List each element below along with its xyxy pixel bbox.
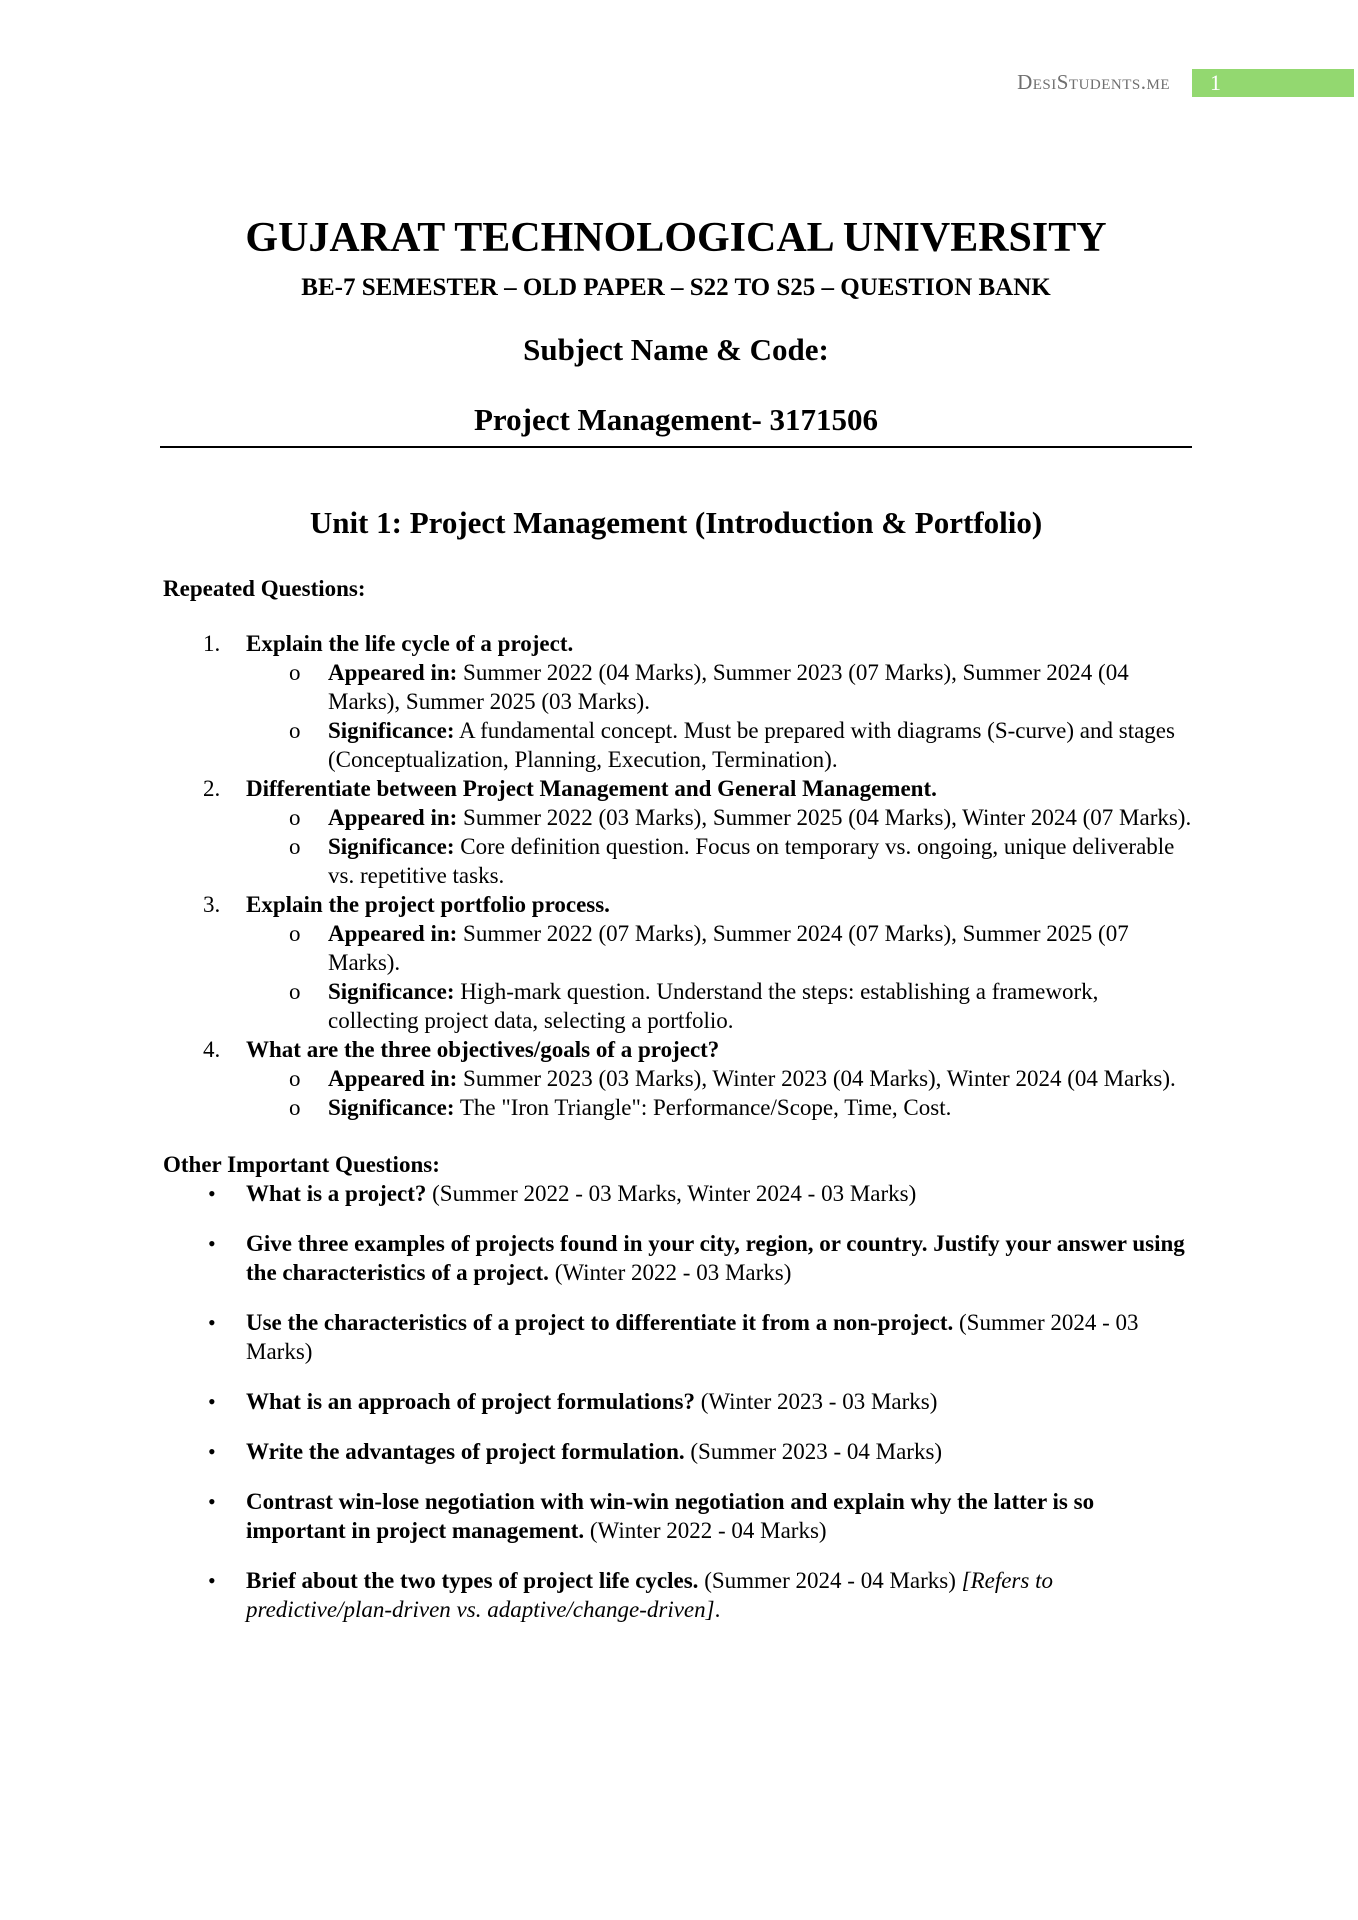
- appeared-in-label: Appeared in:: [328, 921, 458, 946]
- significance-label: Significance:: [328, 1095, 455, 1120]
- other-question-text: What is an approach of project formulations?: [246, 1389, 695, 1414]
- other-question-detail: (Summer 2024 - 03 Marks): [246, 1310, 1139, 1364]
- bullet-icon: •: [208, 1489, 216, 1514]
- other-question-note: [Refers to predictive/plan-driven vs. adaptive/change-driven]: [246, 1568, 1053, 1622]
- sub-bullet-icon: o: [289, 1095, 301, 1120]
- question-text: Explain the life cycle of a project.: [246, 631, 574, 656]
- sub-bullet-icon: o: [289, 1066, 301, 1091]
- question-number: 3.: [203, 892, 221, 917]
- repeated-questions-title: Repeated Questions:: [163, 576, 366, 601]
- repeated-question-item: [163, 890, 1193, 1035]
- significance-entry: [246, 832, 1193, 890]
- significance-text: High-mark question. Understand the steps: establishing a framework, collecting project data, selecting a portfolio.: [328, 979, 1099, 1033]
- other-question-text: Give three examples of projects found in your city, region, or country. Justify your answer using the characteristics of a project.: [246, 1231, 1185, 1285]
- other-question-detail: (Summer 2024 - 04 Marks): [698, 1568, 962, 1593]
- significance-entry: [246, 977, 1193, 1035]
- other-question-item: [163, 1566, 1193, 1624]
- question-details: [246, 803, 1193, 890]
- significance-label: Significance:: [328, 979, 455, 1004]
- question-content: [163, 574, 1193, 1645]
- other-question-item: [163, 1387, 1193, 1416]
- question-text: Explain the project portfolio process.: [246, 892, 610, 917]
- significance-text: The "Iron Triangle": Performance/Scope, Time, Cost.: [459, 1095, 952, 1120]
- other-question-text: Brief about the two types of project life cycles.: [246, 1568, 699, 1593]
- repeated-question-item: [163, 629, 1193, 774]
- question-details: [246, 658, 1193, 774]
- significance-entry: [246, 1093, 1193, 1122]
- sub-bullet-icon: o: [289, 979, 301, 1004]
- document-subtitle: BE-7 SEMESTER – OLD PAPER – S22 TO S25 – QUESTION BANK: [301, 274, 1051, 301]
- repeated-question-list: [163, 629, 1193, 1122]
- question-number: 2.: [203, 776, 221, 801]
- page-number-badge: 1: [1192, 69, 1354, 97]
- significance-text: A fundamental concept. Must be prepared with diagrams (S-curve) and stages (Conceptualization, Planning, Execution, Termination).: [328, 718, 1175, 772]
- significance-label: Significance:: [328, 718, 455, 743]
- appeared-in-entry: [246, 919, 1193, 977]
- other-question-detail: (Winter 2022 - 03 Marks): [548, 1260, 792, 1285]
- sub-bullet-icon: o: [289, 805, 301, 830]
- appeared-in-text: Summer 2022 (03 Marks), Summer 2025 (04 Marks), Winter 2024 (07 Marks).: [463, 805, 1192, 830]
- university-title: GUJARAT TECHNOLOGICAL UNIVERSITY: [245, 215, 1107, 261]
- other-question-item: [163, 1179, 1193, 1208]
- question-number: 1.: [203, 631, 221, 656]
- other-question-text: Use the characteristics of a project to differentiate it from a non-project.: [246, 1310, 954, 1335]
- bullet-icon: •: [208, 1231, 216, 1256]
- other-questions-title: Other Important Questions:: [163, 1152, 440, 1177]
- appeared-in-label: Appeared in:: [328, 805, 458, 830]
- other-question-text: What is a project?: [246, 1181, 427, 1206]
- subject-label: Subject Name & Code:: [523, 332, 829, 367]
- appeared-in-entry: [246, 658, 1193, 716]
- title-block: [160, 210, 1192, 438]
- bullet-icon: •: [208, 1310, 216, 1335]
- repeated-question-item: [163, 1035, 1193, 1122]
- repeated-question-item: [163, 774, 1193, 890]
- bullet-icon: •: [208, 1389, 216, 1414]
- other-question-item: [163, 1308, 1193, 1366]
- other-question-item: [163, 1229, 1193, 1287]
- sub-bullet-icon: o: [289, 660, 301, 685]
- bullet-icon: •: [208, 1439, 216, 1464]
- appeared-in-entry: [246, 803, 1193, 832]
- sub-bullet-icon: o: [289, 718, 301, 743]
- other-question-detail: (Summer 2023 - 04 Marks): [684, 1439, 943, 1464]
- other-question-detail: (Summer 2022 - 03 Marks, Winter 2024 - 03 Marks): [426, 1181, 917, 1206]
- other-question-tail: .: [714, 1597, 721, 1622]
- header-site-name: DesiStudents.me: [1017, 70, 1170, 94]
- appeared-in-text: Summer 2022 (04 Marks), Summer 2023 (07 Marks), Summer 2024 (04 Marks), Summer 2025 (03 Marks).: [328, 660, 1129, 714]
- question-number: 4.: [203, 1037, 221, 1062]
- question-details: [246, 919, 1193, 1035]
- bullet-icon: •: [208, 1181, 216, 1206]
- appeared-in-label: Appeared in:: [328, 660, 458, 685]
- appeared-in-text: Summer 2022 (07 Marks), Summer 2024 (07 Marks), Summer 2025 (07 Marks).: [328, 921, 1129, 975]
- significance-text: Core definition question. Focus on temporary vs. ongoing, unique deliverable vs. repetitive tasks.: [328, 834, 1175, 888]
- appeared-in-label: Appeared in:: [328, 1066, 458, 1091]
- bullet-icon: •: [208, 1568, 216, 1593]
- significance-label: Significance:: [328, 834, 455, 859]
- appeared-in-entry: [246, 1064, 1193, 1093]
- unit-heading: Unit 1: Project Management (Introduction & Portfolio): [309, 505, 1043, 540]
- other-question-item: [163, 1437, 1193, 1466]
- other-question-list: [163, 1179, 1193, 1624]
- significance-entry: [246, 716, 1193, 774]
- question-text: What are the three objectives/goals of a project?: [246, 1037, 720, 1062]
- question-details: [246, 1064, 1193, 1122]
- other-question-text: Write the advantages of project formulation.: [246, 1439, 685, 1464]
- sub-bullet-icon: o: [289, 834, 301, 859]
- title-divider: [160, 446, 1192, 448]
- appeared-in-text: Summer 2023 (03 Marks), Winter 2023 (04 Marks), Winter 2024 (04 Marks).: [463, 1066, 1176, 1091]
- question-text: Differentiate between Project Management and General Management.: [246, 776, 937, 801]
- other-question-detail: (Winter 2022 - 04 Marks): [584, 1518, 827, 1543]
- sub-bullet-icon: o: [289, 921, 301, 946]
- other-question-text: Contrast win-lose negotiation with win-win negotiation and explain why the latter is so important in project management.: [246, 1489, 1095, 1543]
- other-question-item: [163, 1487, 1193, 1545]
- subject-name: Project Management- 3171506: [473, 402, 879, 437]
- other-question-detail: (Winter 2023 - 03 Marks): [694, 1389, 938, 1414]
